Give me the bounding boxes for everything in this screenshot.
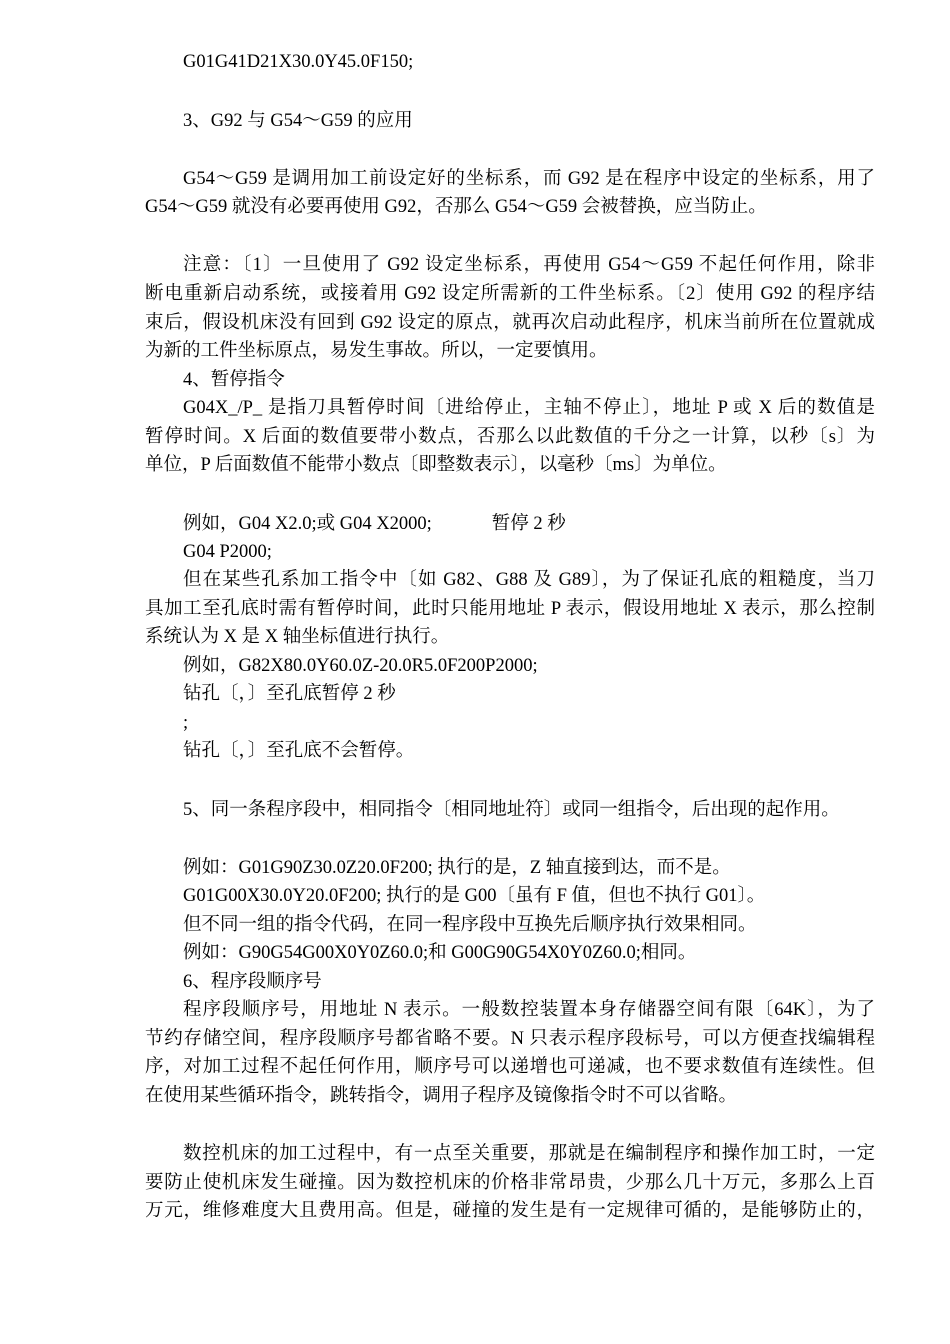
paragraph-line: 但不同一组的指令代码，在同一程序段中互换先后顺序执行效果相同。	[183, 915, 757, 935]
paragraph-line: G04X_/P_ 是指刀具暂停时间〔进给停止，主轴不停止〕，地址 P 或 X 后的数值是	[183, 398, 875, 418]
paragraph-line: 但在某些孔系加工指令中〔如 G82、G88 及 G89〕，为了保证孔底的粗糙度，当刀	[183, 570, 875, 590]
section-heading-6: 6、程序段顺序号	[183, 972, 322, 992]
paragraph-line: 节约存储空间，程序段顺序号都省略不要。N 只表示程序段标号，可以方便查找编辑程	[145, 1029, 875, 1049]
paragraph-line: G54～G59 是调用加工前设定好的坐标系，而 G92 是在程序中设定的坐标系，用了	[183, 169, 875, 189]
paragraph-line: 在使用某些循环指令，跳转指令，调用子程序及镜像指令时不可以省略。	[145, 1086, 738, 1106]
example-code: 例如，G04 X2.0;或 G04 X2000;	[183, 514, 432, 534]
section-heading-4: 4、暂停指令	[183, 370, 285, 390]
paragraph-line: G54～G59 就没有必要再使用 G92，否那么 G54～G59 会被替换，应当防止。	[145, 197, 767, 217]
code-line: G04 P2000;	[183, 542, 272, 562]
paragraph-line: 序，对加工过程不起任何作用，顺序号可以递增也可递减，也不要求数值有连续性。但	[145, 1057, 875, 1077]
note-line: 束后，假设机床没有回到 G92 设定的原点，就再次启动此程序，机床当前所在位置就成	[145, 313, 875, 333]
note-line: 断电重新启动系统，或接着用 G92 设定所需新的工件坐标系。〔2〕使用 G92 的程序结	[145, 284, 875, 304]
section-heading-5: 5、同一条程序段中，相同指令〔相同地址符〕或同一组指令，后出现的起作用。	[183, 800, 840, 820]
code-line: ;	[183, 713, 189, 733]
note-line: 为新的工件坐标原点，易发生事故。所以，一定要慎用。	[145, 341, 608, 361]
note-line: 注意：〔1〕一旦使用了 G92 设定坐标系，再使用 G54～G59 不起任何作用，除非	[183, 255, 875, 275]
paragraph-line: 要防止使机床发生碰撞。因为数控机床的价格非常昂贵，少那么几十万元，多那么上百	[145, 1173, 875, 1193]
example-comment: 暂停 2 秒	[491, 514, 566, 534]
paragraph-line: 具加工至孔底时需有暂停时间，此时只能用地址 P 表示，假设用地址 X 表示，那么控制	[145, 599, 875, 619]
paragraph-line: 系统认为 X 是 X 轴坐标值进行执行。	[145, 627, 450, 647]
example-line: 例如：G01G90Z30.0Z20.0F200; 执行的是，Z 轴直接到达，而不是。	[183, 858, 731, 878]
paragraph-line: 万元，维修难度大且费用高。但是，碰撞的发生是有一定规律可循的，是能够防止的，	[145, 1201, 875, 1221]
paragraph-line: 单位，P 后面数值不能带小数点〔即整数表示〕，以毫秒〔ms〕为单位。	[145, 455, 727, 475]
paragraph-line: 程序段顺序号，用地址 N 表示。一般数控装置本身存储器空间有限〔64K〕，为了	[183, 1000, 875, 1020]
example-line: 例如：G90G54G00X0Y0Z60.0;和 G00G90G54X0Y0Z60.0;相同。	[183, 943, 697, 963]
comment-line: 钻孔〔，〕至孔底暂停 2 秒	[183, 684, 396, 704]
section-heading-3: 3、G92 与 G54～G59 的应用	[183, 111, 413, 131]
code-line: G01G41D21X30.0Y45.0F150;	[183, 52, 414, 72]
example-line	[183, 511, 875, 537]
example-line: G01G00X30.0Y20.0F200; 执行的是 G00〔虽有 F 值，但也不执行 G01〕。	[183, 886, 766, 906]
paragraph-line: 暂停时间。X 后面的数值要带小数点，否那么以此数值的千分之一计算，以秒〔s〕为	[145, 427, 875, 447]
paragraph-line: 数控机床的加工过程中，有一点至关重要，那就是在编制程序和操作加工时，一定	[183, 1144, 875, 1164]
example-line: 例如，G82X80.0Y60.0Z-20.0R5.0F200P2000;	[183, 656, 538, 676]
comment-line: 钻孔〔，〕至孔底不会暂停。	[183, 741, 415, 761]
